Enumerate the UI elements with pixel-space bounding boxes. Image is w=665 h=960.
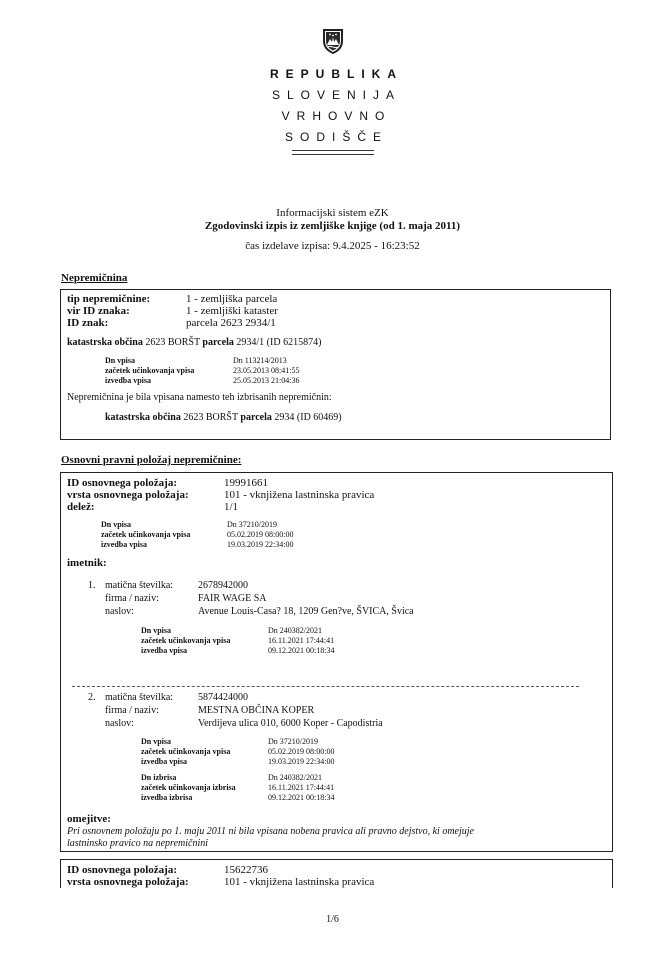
position-type-value: 101 - vknjižena lastninska pravica (224, 876, 375, 888)
position-type-value: 101 - vknjižena lastninska pravica (224, 489, 375, 501)
deletion-label: začetek učinkovanja izbrisa (141, 783, 236, 792)
restrictions-text: Pri osnovnem položaju po 1. maju 2011 ni bila vpisana nobena pravica ali pravno dejstvo, ki omejuje (67, 826, 474, 837)
old-parcela-value: 2934 (ID 60469) (274, 412, 342, 423)
id-value: parcela 2623 2934/1 (186, 317, 276, 329)
tip-label: tip nepremičnine: (67, 293, 151, 305)
created-time: čas izdelave izpisa: 9.4.2025 - 16:23:52 (245, 240, 420, 252)
entry-label: začetek učinkovanja vpisa (101, 530, 191, 539)
ko-line (67, 337, 321, 348)
court-logo (0, 28, 665, 155)
holder-heading: imetnik: (67, 557, 107, 569)
share-value: 1/1 (224, 501, 239, 513)
old-ko-line (105, 412, 342, 423)
share-label: delež: (67, 501, 95, 513)
replacement-note: Nepremičnina je bila vpisana namesto teh izbrisanih nepremičnin: (67, 392, 332, 403)
entry-value: 16.11.2021 17:44:41 (268, 636, 335, 645)
slovenia-coat-of-arms-icon (322, 28, 344, 55)
entry-label: začetek učinkovanja vpisa (141, 636, 231, 645)
ko-label: katastrska občina (67, 337, 143, 348)
position-type-label: vrsta osnovnega položaja: (67, 489, 189, 501)
logo-line-3: VRHOVNO (281, 109, 392, 123)
old-ko-value: 2623 BORŠT (183, 412, 238, 423)
entry-label: izvedba vpisa (141, 757, 188, 766)
position-id-value: 19991661 (224, 477, 268, 489)
entry-value: 25.05.2013 21:04:36 (233, 376, 300, 385)
entry-value: Dn 37210/2019 (268, 737, 318, 746)
holder-ms-value: 2678942000 (198, 580, 248, 591)
old-ko-label: katastrska občina (105, 412, 181, 423)
entry-value: 09.12.2021 00:18:34 (268, 646, 335, 655)
holder-number: 2. (88, 692, 96, 703)
position-id-label: ID osnovnega položaja: (67, 477, 178, 489)
holder-ms-label: matična številka: (105, 692, 174, 703)
parcela-label: parcela (202, 337, 234, 348)
entry-label: Dn vpisa (101, 520, 132, 529)
holder-number: 1. (88, 580, 96, 591)
section-nepremicnina: Nepremičnina (61, 272, 128, 284)
holder-firma-value: FAIR WAGE SA (198, 593, 267, 604)
entry-label: Dn vpisa (105, 356, 136, 365)
entry-label: Dn vpisa (141, 626, 172, 635)
deletion-value: 09.12.2021 00:18:34 (268, 793, 335, 802)
tip-value: 1 - zemljiška parcela (186, 293, 278, 305)
restrictions-label: omejitve: (67, 813, 111, 825)
entry-value: 05.02.2019 08:00:00 (227, 530, 294, 539)
entry-value: Dn 240382/2021 (268, 626, 322, 635)
position-id-label: ID osnovnega položaja: (67, 864, 178, 876)
deletion-value: 16.11.2021 17:44:41 (268, 783, 335, 792)
holder-naslov-value: Verdijeva ulica 010, 6000 Koper - Capodistria (198, 718, 383, 729)
logo-underline (292, 150, 374, 151)
ko-value: 2623 BORŠT (145, 337, 200, 348)
entry-label: izvedba vpisa (101, 540, 148, 549)
entry-label: začetek učinkovanja vpisa (105, 366, 195, 375)
system-name: Informacijski sistem eZK (276, 207, 389, 219)
logo-line-4: SODIŠČE (284, 130, 388, 144)
holder-firma-value: MESTNA OBČINA KOPER (198, 705, 315, 716)
holder-separator (72, 686, 579, 687)
property-box (60, 289, 611, 440)
document-title: Zgodovinski izpis iz zemljiške knjige (od 1. maja 2011) (204, 220, 461, 232)
holder-ms-value: 5874424000 (198, 692, 248, 703)
section-polozaj: Osnovni pravni položaj nepremičnine: (61, 454, 242, 466)
holder-naslov-value: Avenue Louis-Casa? 18, 1209 Gen?ve, ŠVICA, Švica (198, 606, 414, 617)
parcela-value: 2934/1 (ID 6215874) (236, 337, 322, 348)
logo-line-2: SLOVENIJA (271, 88, 402, 102)
vir-value: 1 - zemljiški kataster (186, 305, 278, 317)
entry-value: Dn 113214/2013 (233, 356, 287, 365)
logo-line-1: REPUBLIKA (269, 67, 403, 81)
entry-value: 19.03.2019 22:34:00 (268, 757, 335, 766)
entry-value: 05.02.2019 08:00:00 (268, 747, 335, 756)
deletion-label: Dn izbrisa (141, 773, 177, 782)
entry-value: 19.03.2019 22:34:00 (227, 540, 294, 549)
entry-value: 23.05.2013 08:41:55 (233, 366, 300, 375)
deletion-value: Dn 240382/2021 (268, 773, 322, 782)
position-id-value: 15622736 (224, 864, 268, 876)
logo-underline (292, 154, 374, 155)
holder-firma-label: firma / naziv: (105, 705, 159, 716)
page-number: 1/6 (326, 914, 339, 925)
entry-label: začetek učinkovanja vpisa (141, 747, 231, 756)
legal-position-box (60, 472, 613, 852)
holder-firma-label: firma / naziv: (105, 593, 159, 604)
holder-ms-label: matična številka: (105, 580, 174, 591)
restrictions-text: lastninsko pravico na nepremičnini (67, 838, 208, 849)
entry-label: Dn vpisa (141, 737, 172, 746)
old-parcela-label: parcela (240, 412, 272, 423)
entry-label: izvedba vpisa (105, 376, 152, 385)
holder-naslov-label: naslov: (105, 606, 134, 617)
deletion-label: izvedba izbrisa (141, 793, 193, 802)
holder-naslov-label: naslov: (105, 718, 134, 729)
entry-value: Dn 37210/2019 (227, 520, 277, 529)
vir-label: vir ID znaka: (67, 305, 130, 317)
position-type-label: vrsta osnovnega položaja: (67, 876, 189, 888)
entry-label: izvedba vpisa (141, 646, 188, 655)
id-label: ID znak: (67, 317, 109, 329)
